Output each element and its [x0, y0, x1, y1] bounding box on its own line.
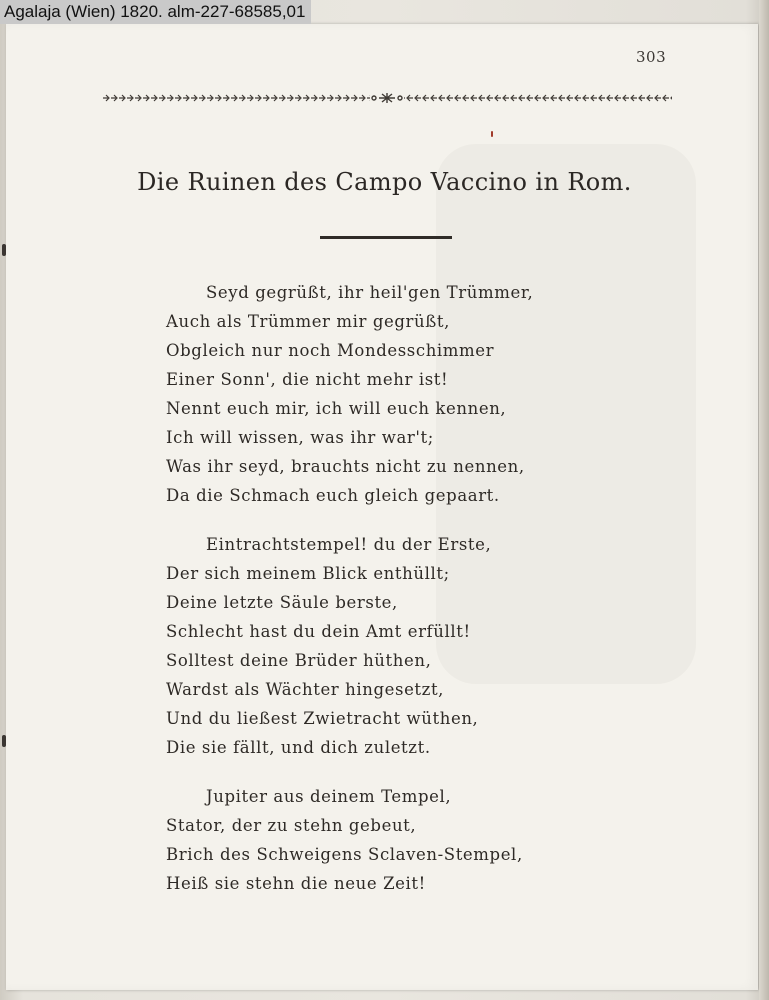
binding-mark — [2, 735, 6, 747]
poem-line: Schlecht hast du dein Amt erfüllt! — [166, 622, 471, 641]
image-caption: Agalaja (Wien) 1820. alm-227-68585,01 — [0, 0, 311, 24]
poem-line: Deine letzte Säule berste, — [166, 593, 398, 612]
poem-line: Ich will wissen, was ihr war't; — [166, 428, 434, 447]
poem-line: Wardst als Wächter hingesetzt, — [166, 680, 445, 699]
poem-line: Stator, der zu stehn gebeut, — [166, 816, 417, 835]
poem-line: Nennt euch mir, ich will euch kennen, — [166, 399, 507, 418]
poem-line: Brich des Schweigens Sclaven-Stempel, — [166, 845, 523, 864]
page-edge — [759, 0, 769, 1000]
poem-line: Jupiter aus deinem Tempel, — [206, 787, 452, 806]
poem-line: Die sie fällt, und dich zuletzt. — [166, 738, 431, 757]
poem-line: Seyd gegrüßt, ihr heil'gen Trümmer, — [206, 283, 534, 302]
page-number: 303 — [636, 48, 667, 66]
ink-speck — [491, 131, 493, 137]
title-rule — [320, 236, 452, 239]
poem-line: Heiß sie stehn die neue Zeit! — [166, 874, 426, 893]
poem-line: Da die Schmach euch gleich gepaart. — [166, 486, 500, 505]
poem-line: Der sich meinem Blick enthüllt; — [166, 564, 450, 583]
stanza-1 — [166, 278, 586, 510]
poem-line: Solltest deine Brüder hüthen, — [166, 651, 432, 670]
poem-line: Und du ließest Zwietracht wüthen, — [166, 709, 479, 728]
decorative-ornament-rule — [102, 92, 672, 104]
stanza-2 — [166, 530, 586, 762]
poem-line: Einer Sonn', die nicht mehr ist! — [166, 370, 449, 389]
poem-line: Was ihr seyd, brauchts nicht zu nennen, — [166, 457, 525, 476]
poem-line: Obgleich nur noch Mondesschimmer — [166, 341, 495, 360]
poem-line: Auch als Trümmer mir gegrüßt, — [166, 312, 450, 331]
poem-line: Eintrachtstempel! du der Erste, — [206, 535, 492, 554]
binding-mark — [2, 244, 6, 256]
ornament-border-icon — [102, 92, 672, 104]
stanza-3 — [166, 782, 586, 898]
poem-title: Die Ruinen des Campo Vaccino in Rom. — [137, 168, 632, 196]
